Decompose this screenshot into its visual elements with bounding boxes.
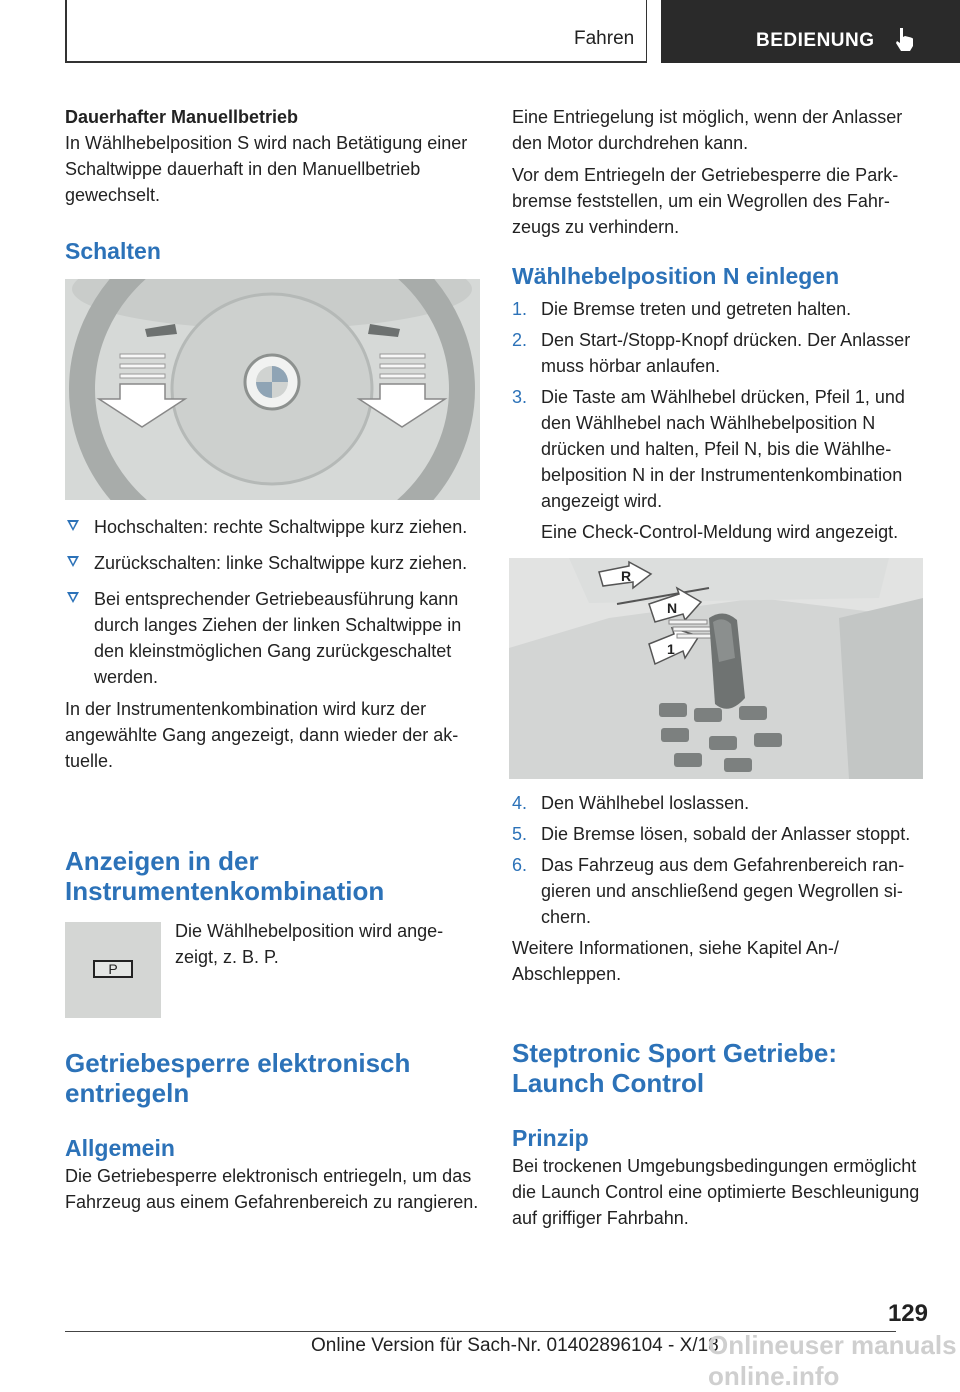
- online-version-text: Online Version für Sach-Nr. 01402896104 - X/18: [311, 1335, 719, 1356]
- steering-wheel-illustration: [65, 279, 480, 500]
- step-item: 6. Das Fahrzeug aus dem Gefahrenbereich rangieren und anschließend gegen Wegrollen sichern.: [512, 855, 905, 927]
- step-item: 3. Die Taste am Wählhebel drücken, Pfeil 1, und den Wählhebel nach Wählhebelposition N drücken und halten, Pfeil N, bis die Wählhebelposition N in der Instrumentenkombination angezeigt wird.: [512, 387, 905, 511]
- more-info-text: Weitere Informationen, siehe Kapitel An-/ Abschleppen.: [512, 938, 839, 984]
- gear-selector-illustration: [509, 558, 923, 779]
- intro-text-1: Eine Entriegelung ist möglich, wenn der Anlasser den Motor durchdrehen kann.: [512, 107, 903, 153]
- instrument-display-figure: [65, 922, 161, 1018]
- after-bullets-text: In der Instrumentenkombination wird kurz der angewählte Gang angezeigt, dann wieder der aktuelle.: [65, 699, 459, 771]
- steps-list-a: [512, 296, 930, 545]
- step-item: 1. Die Bremse treten und getreten halten.: [512, 299, 852, 319]
- manual-heading: Dauerhafter Manuellbetrieb: [65, 107, 299, 127]
- section-tab-fahren[interactable]: Fahren: [574, 28, 635, 49]
- figure-label-r: R: [621, 568, 632, 584]
- steering-wheel-figure: [65, 279, 480, 500]
- shift-bullets: [65, 514, 480, 774]
- bullet-triangle-icon: [67, 556, 79, 567]
- header-left-box: [65, 0, 647, 63]
- step-item: 2. Den Start-/Stopp-Knopf drücken. Der Anlasser muss hörbar anlaufen.: [512, 330, 911, 376]
- chapter-label: BEDIENUNG: [756, 30, 875, 51]
- prinzip-text: Bei trockenen Umgebungsbedingungen ermöglicht die Launch Control eine optimierte Beschleunigung auf griffiger Fahrbahn.: [512, 1156, 920, 1228]
- allgemein-text: Die Getriebesperre elektronisch entriegeln, um das Fahrzeug aus einem Gefahrenbereich zu rangieren.: [65, 1166, 479, 1212]
- sperre-heading: Getriebesperre elektronisch entriegeln: [65, 1048, 411, 1108]
- right-column: [512, 104, 927, 240]
- n-heading: Wählhebelposition N einlegen: [512, 263, 840, 289]
- watermark: Onlineuser manuals online.info: [708, 1330, 957, 1391]
- launch-heading: Steptronic Sport Getriebe: Launch Control: [512, 1038, 838, 1098]
- prinzip-heading: Prinzip: [512, 1125, 589, 1151]
- left-column: [65, 104, 480, 208]
- step-item: 5. Die Bremse lösen, sobald der Anlasser stoppt.: [512, 824, 911, 844]
- page-number: 129: [887, 1300, 928, 1327]
- schalten-heading: Schalten: [65, 238, 161, 264]
- anzeigen-heading: Anzeigen in der Instrumentenkombination: [65, 846, 385, 906]
- bullet-item: Hochschalten: rechte Schaltwippe kurz ziehen.: [65, 514, 480, 540]
- figure-label-1: 1: [667, 641, 675, 657]
- figure-label-n: N: [667, 600, 678, 616]
- bullet-item: Zurückschalten: linke Schaltwippe kurz ziehen.: [65, 550, 480, 576]
- chapter-tab-bedienung[interactable]: [661, 0, 960, 63]
- manual-text: In Wählhebelposition S wird nach Betätigung einer Schaltwippe dauerhaft in den Manuellbetrieb gewechselt.: [65, 133, 468, 205]
- anzeigen-text: Die Wählhebelposition wird angezeigt, z. B. P.: [175, 921, 444, 967]
- allgemein-heading: Allgemein: [65, 1135, 175, 1161]
- intro-text-2: Vor dem Entriegeln der Getriebesperre die Parkbremse feststellen, um ein Wegrollen des Fahrzeugs zu verhindern.: [512, 165, 899, 237]
- bullet-item: Bei entsprechender Getriebeausführung kann durch langes Ziehen der linken Schaltwippe in den kleinstmöglichen Gang zurückgeschaltet werden.: [65, 586, 480, 690]
- bullet-triangle-icon: [67, 520, 79, 531]
- bullet-triangle-icon: [67, 592, 79, 603]
- hand-pointer-icon: [893, 26, 917, 52]
- step-item: 4. Den Wählhebel loslassen.: [512, 793, 750, 813]
- step-note: Eine Check-Control-Meldung wird angezeigt.: [541, 522, 899, 542]
- gear-display-p: P: [93, 960, 133, 978]
- steps-list-b: [512, 790, 930, 987]
- gear-selector-figure: [509, 558, 923, 779]
